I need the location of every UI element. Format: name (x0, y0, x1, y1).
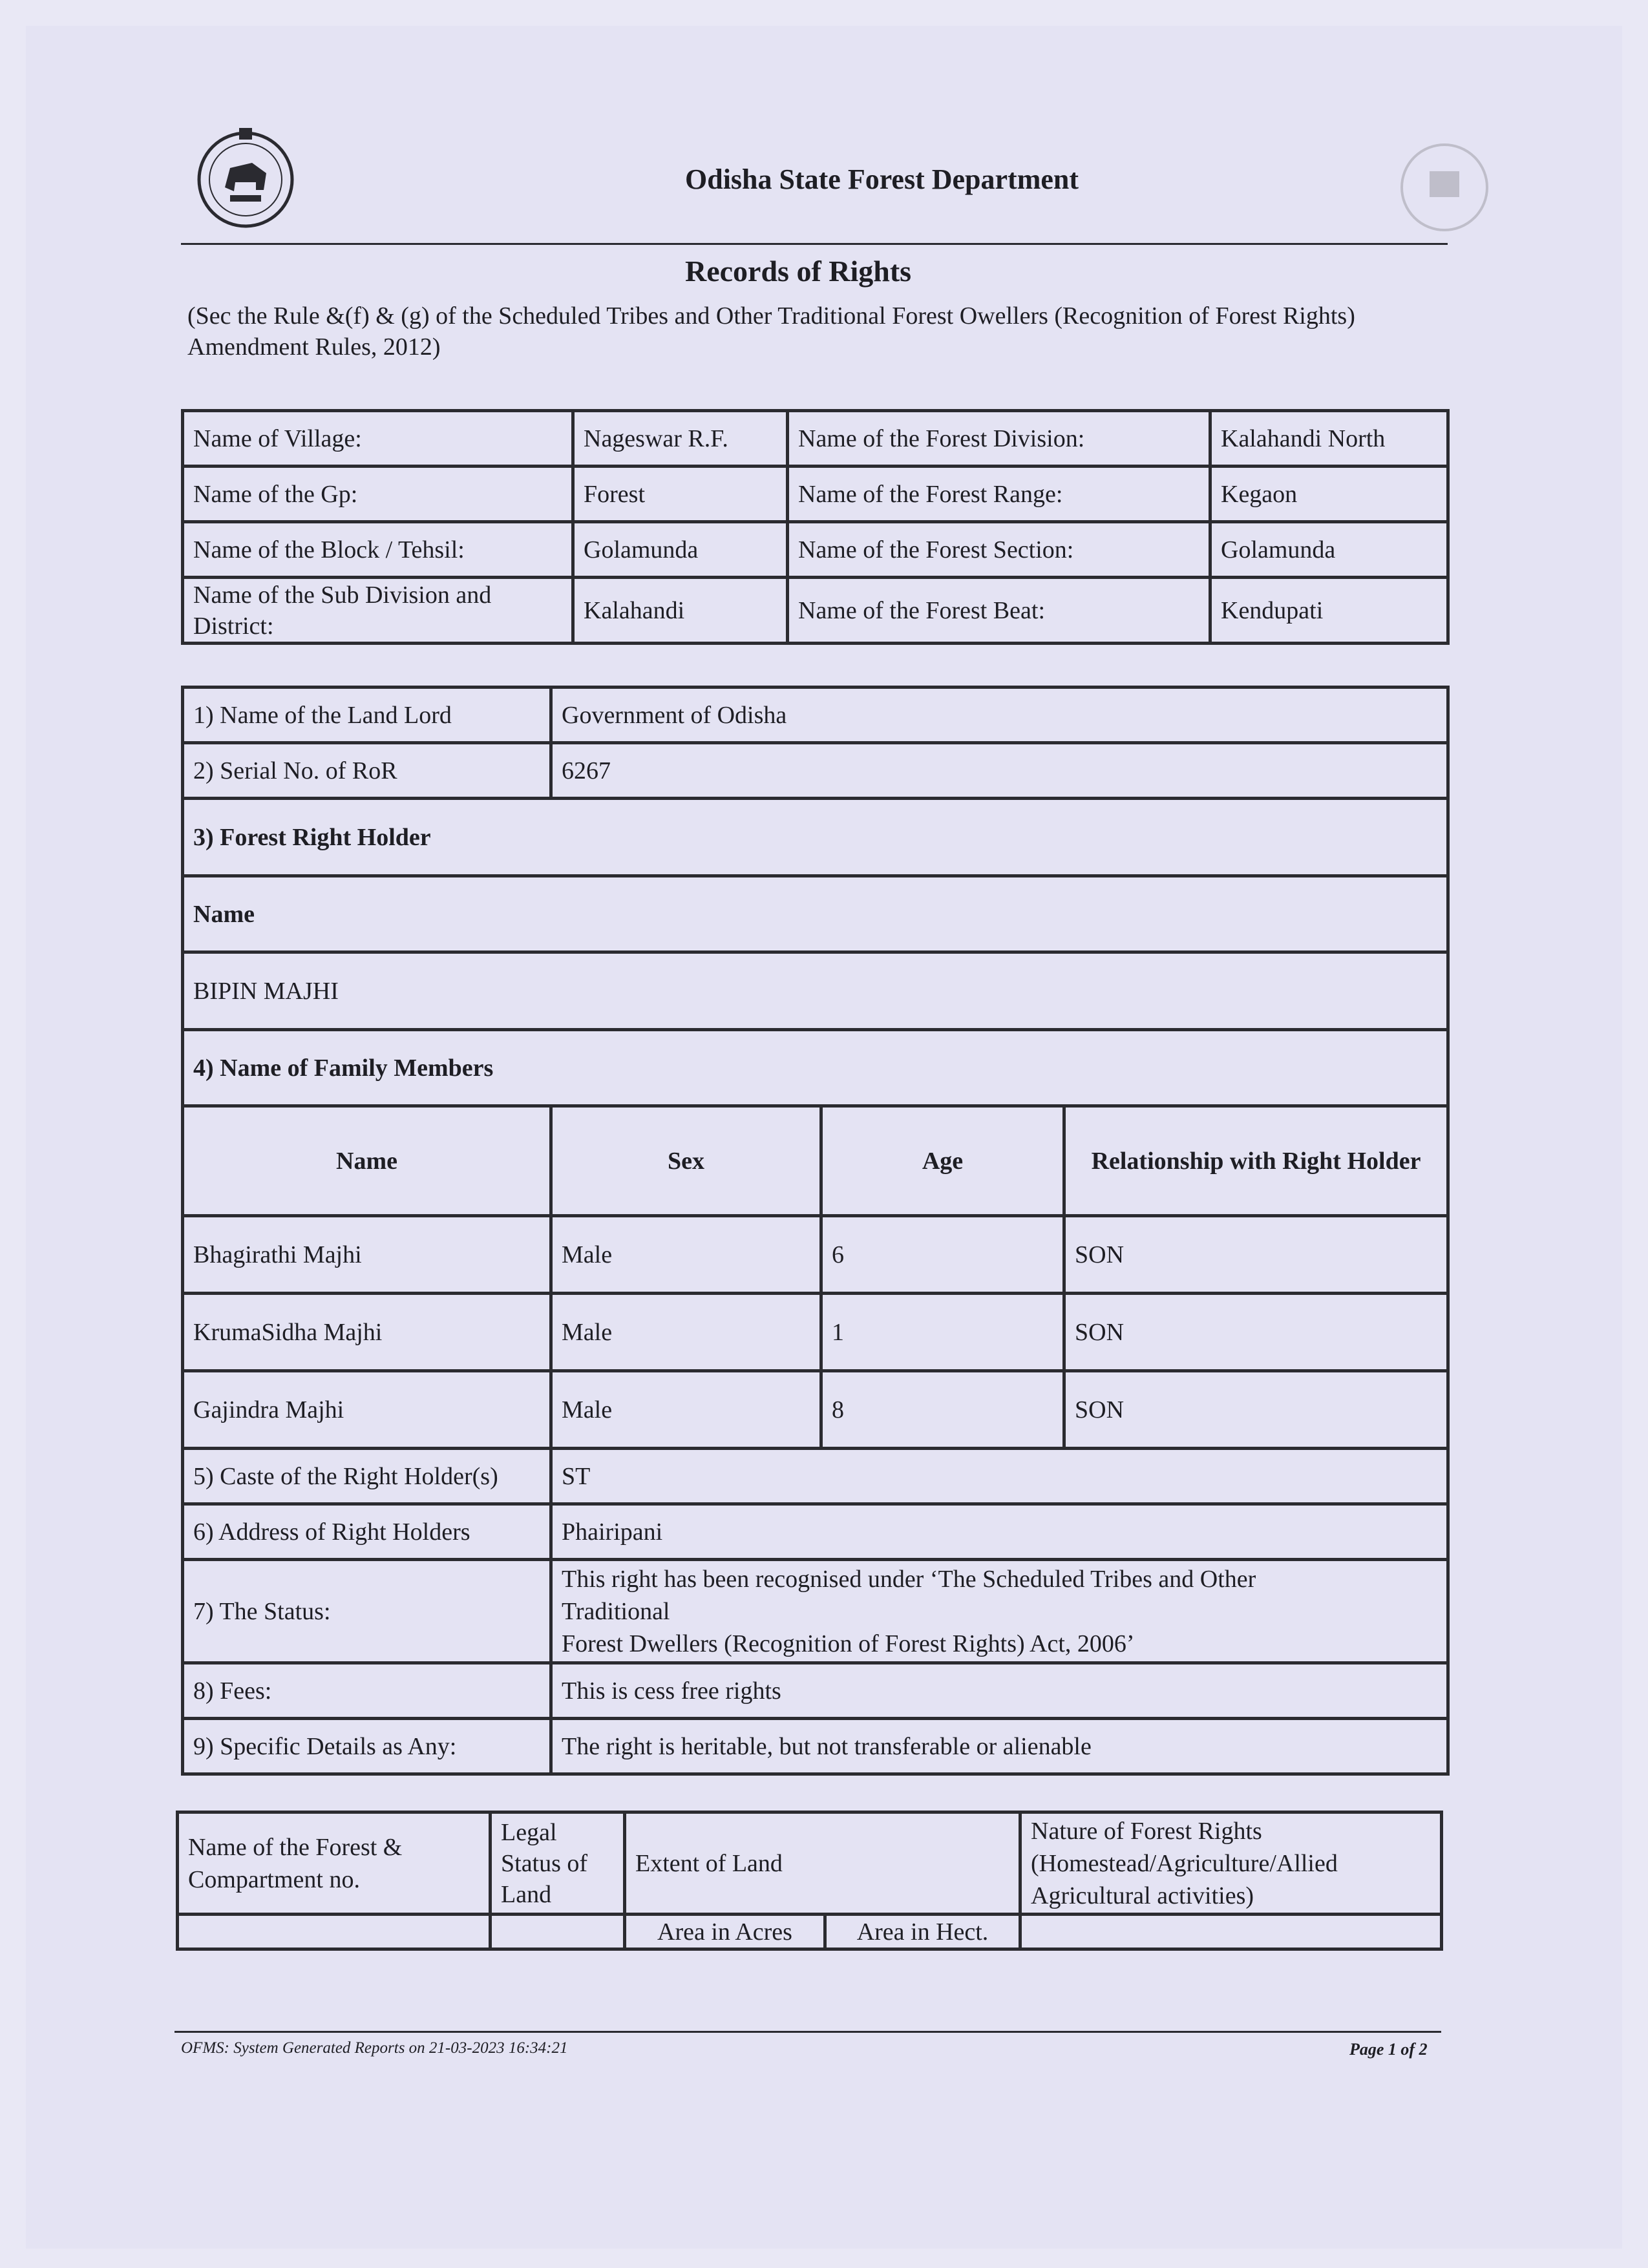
holder-heading: 3) Forest Right Holder (183, 799, 1448, 876)
block-value: Golamunda (573, 522, 788, 578)
status-value (551, 1560, 1448, 1663)
member-age: 6 (821, 1216, 1064, 1294)
serial-value: 6267 (551, 743, 1448, 799)
specific-label: 9) Specific Details as Any: (183, 1719, 551, 1774)
odisha-state-emblem-icon (194, 123, 297, 233)
subdivision-label: Name of the Sub Division and District: (183, 578, 573, 644)
fees-value: This is cess free rights (551, 1663, 1448, 1719)
location-table (181, 409, 1450, 645)
holder-name-label: Name (183, 876, 1448, 952)
family-col-name: Name (183, 1106, 551, 1216)
table-row (183, 1294, 1448, 1371)
member-name: KrumaSidha Majhi (183, 1294, 551, 1371)
family-heading: 4) Name of Family Members (183, 1030, 1448, 1106)
member-relation: SON (1064, 1371, 1448, 1449)
range-label: Name of the Forest Range: (788, 467, 1210, 522)
area-hect-header: Area in Hect. (825, 1915, 1020, 1949)
member-relation: SON (1064, 1216, 1448, 1294)
specific-value: The right is heritable, but not transferable or alienable (551, 1719, 1448, 1774)
family-col-relation: Relationship with Right Holder (1064, 1106, 1448, 1216)
page-number: Page 1 of 2 (1349, 2040, 1428, 2059)
landlord-label: 1) Name of the Land Lord (183, 688, 551, 743)
document-title: Records of Rights (685, 255, 912, 288)
block-label: Name of the Block / Tehsil: (183, 522, 573, 578)
status-line-1: This right has been recognised under ‘The Scheduled Tribes and Other Traditional (562, 1565, 1256, 1625)
land-table (176, 1811, 1443, 1951)
forest-compartment-header: Name of the Forest & Compartment no. (178, 1812, 491, 1915)
legal-status-cell (491, 1915, 625, 1949)
extent-header: Extent of Land (625, 1812, 1020, 1915)
forest-compartment-cell (178, 1915, 491, 1949)
member-age: 8 (821, 1371, 1064, 1449)
status-line-2: Forest Dwellers (Recognition of Forest Rights) Act, 2006’ (562, 1630, 1135, 1657)
landlord-value: Government of Odisha (551, 688, 1448, 743)
holder-name-value: BIPIN MAJHI (183, 952, 1448, 1030)
rights-details-table (181, 686, 1450, 1776)
family-col-sex: Sex (551, 1106, 821, 1216)
nature-rights-cell (1020, 1915, 1442, 1949)
footer-divider (174, 2031, 1441, 2033)
member-relation: SON (1064, 1294, 1448, 1371)
member-sex: Male (551, 1216, 821, 1294)
header-divider (181, 243, 1448, 245)
member-name: Bhagirathi Majhi (183, 1216, 551, 1294)
fees-label: 8) Fees: (183, 1663, 551, 1719)
area-acres-header: Area in Acres (625, 1915, 825, 1949)
caste-label: 5) Caste of the Right Holder(s) (183, 1449, 551, 1504)
status-label: 7) The Status: (183, 1560, 551, 1663)
faint-emblem-icon (1396, 132, 1493, 236)
rule-reference: (Sec the Rule &(f) & (g) of the Scheduled Tribes and Other Traditional Forest Owellers (Recognition of Forest Rights) Amendment Rules, 2012) (187, 302, 1355, 361)
division-label: Name of the Forest Division: (788, 411, 1210, 467)
village-label: Name of Village: (183, 411, 573, 467)
table-row (183, 1371, 1448, 1449)
beat-value: Kendupati (1210, 578, 1448, 644)
division-value: Kalahandi North (1210, 411, 1448, 467)
range-value: Kegaon (1210, 467, 1448, 522)
member-sex: Male (551, 1371, 821, 1449)
table-row (183, 1216, 1448, 1294)
legal-status-header: Legal Status of Land (491, 1812, 625, 1915)
beat-label: Name of the Forest Beat: (788, 578, 1210, 644)
subdivision-value: Kalahandi (573, 578, 788, 644)
gp-value: Forest (573, 467, 788, 522)
nature-rights-header: Nature of Forest Rights (Homestead/Agriculture/Allied Agricultural activities) (1020, 1812, 1442, 1915)
caste-value: ST (551, 1449, 1448, 1504)
address-value: Phairipani (551, 1504, 1448, 1560)
section-label: Name of the Forest Section: (788, 522, 1210, 578)
department-title: Odisha State Forest Department (685, 163, 1079, 195)
section-value: Golamunda (1210, 522, 1448, 578)
member-name: Gajindra Majhi (183, 1371, 551, 1449)
village-value: Nageswar R.F. (573, 411, 788, 467)
address-label: 6) Address of Right Holders (183, 1504, 551, 1560)
member-age: 1 (821, 1294, 1064, 1371)
serial-label: 2) Serial No. of RoR (183, 743, 551, 799)
family-col-age: Age (821, 1106, 1064, 1216)
member-sex: Male (551, 1294, 821, 1371)
generated-timestamp: OFMS: System Generated Reports on 21-03-2023 16:34:21 (181, 2039, 568, 2057)
gp-label: Name of the Gp: (183, 467, 573, 522)
